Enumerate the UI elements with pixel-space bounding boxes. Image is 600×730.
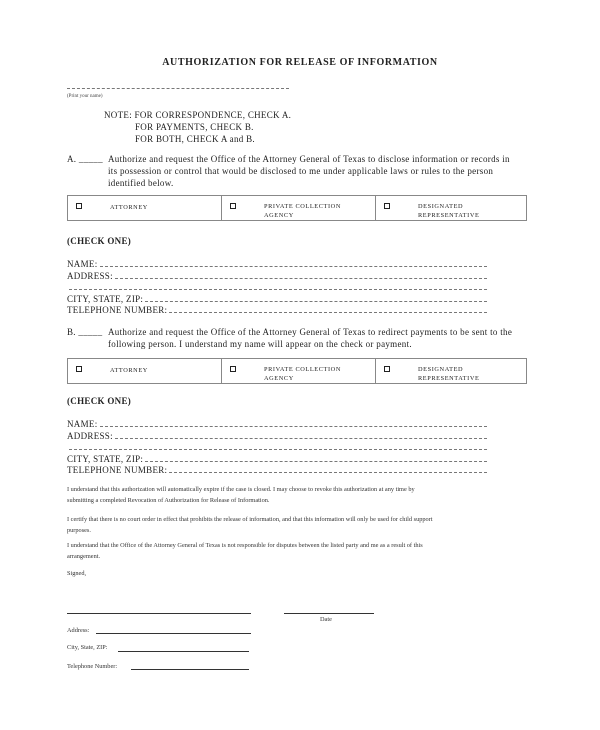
field-row[interactable] [67, 419, 487, 429]
field-row[interactable] [67, 271, 487, 281]
field-row[interactable] [67, 454, 487, 464]
field-row[interactable] [67, 305, 487, 315]
checkbox[interactable] [384, 366, 390, 372]
print-name-line[interactable] [67, 88, 289, 89]
option-label: ATTORNEY [110, 367, 148, 374]
address-line[interactable] [96, 633, 251, 634]
signature-line[interactable] [67, 613, 251, 614]
field-label: ADDRESS: [67, 430, 113, 441]
section-a-prefix[interactable]: A. _____ [67, 154, 103, 164]
note-line-2: FOR PAYMENTS, CHECK B. [135, 122, 254, 132]
section-b-check-one: (CHECK ONE) [67, 396, 132, 406]
field-line[interactable] [115, 271, 487, 279]
section-a-options [67, 195, 527, 221]
field-row[interactable] [67, 259, 487, 269]
option-label: PRIVATE COLLECTION AGENCY [264, 203, 341, 219]
print-name-label: (Print your name) [67, 94, 103, 99]
checkbox[interactable] [230, 203, 236, 209]
checkbox[interactable] [76, 203, 82, 209]
field-line[interactable] [100, 259, 488, 267]
field-label: NAME: [67, 259, 98, 269]
section-b-prefix[interactable]: B. _____ [67, 327, 103, 337]
option-label: PRIVATE COLLECTION AGENCY [264, 366, 341, 382]
field-label: CITY, STATE, ZIP: [67, 453, 144, 464]
field-row[interactable] [67, 442, 487, 450]
section-a-line-2: its possession or control that would be disclosed to me under applicable laws or rules to the person [108, 166, 494, 176]
option-cell [376, 196, 526, 220]
option-label: DESIGNATED REPRESENTATIVE [418, 203, 480, 219]
phone-label: Telephone Number: [67, 663, 118, 670]
field-label: TELEPHONE NUMBER: [67, 465, 168, 476]
field-row[interactable] [67, 465, 487, 475]
phone-line[interactable] [131, 669, 249, 670]
paragraph-disputes-2: arrangement. [67, 553, 101, 560]
field-line[interactable] [69, 282, 487, 290]
field-line[interactable] [169, 305, 487, 313]
city-label: City, State, ZIP: [67, 644, 108, 651]
field-line[interactable] [145, 454, 487, 462]
field-label: CITY, STATE, ZIP: [67, 293, 144, 304]
option-cell [222, 196, 376, 220]
section-b-line-2: following person. I understand my name will appear on the check or payment. [108, 339, 412, 349]
field-label: ADDRESS: [67, 270, 113, 281]
field-label: TELEPHONE NUMBER: [67, 305, 168, 316]
option-cell [68, 196, 222, 220]
field-line[interactable] [169, 465, 487, 473]
checkbox[interactable] [384, 203, 390, 209]
address-label: Address: [67, 627, 90, 634]
field-line[interactable] [115, 431, 487, 439]
checkbox[interactable] [76, 366, 82, 372]
section-b-line-1: Authorize and request the Office of the Attorney General of Texas to redirect payments to be sent to the [108, 327, 513, 337]
paragraph-certify-2: purposes. [67, 527, 91, 534]
checkbox[interactable] [230, 366, 236, 372]
date-label: Date [320, 616, 332, 623]
city-line[interactable] [118, 651, 249, 652]
paragraph-expire-1: I understand that this authorization will automatically expire if the case is closed. I may choose to revoke this authorization at any time by [67, 486, 415, 493]
option-label: ATTORNEY [110, 204, 148, 211]
page-title: AUTHORIZATION FOR RELEASE OF INFORMATION [162, 57, 438, 68]
paragraph-certify-1: I certify that there is no court order in effect that prohibits the release of information, and that this information will only be used for child support [67, 516, 433, 523]
date-line[interactable] [284, 613, 374, 614]
field-line[interactable] [100, 419, 488, 427]
option-label: DESIGNATED REPRESENTATIVE [418, 366, 480, 382]
section-a-line-3: identified below. [108, 178, 174, 188]
field-row[interactable] [67, 282, 487, 290]
option-cell [376, 359, 526, 383]
field-label: NAME: [67, 419, 98, 429]
option-cell [68, 359, 222, 383]
field-row[interactable] [67, 431, 487, 441]
note-line-3: FOR BOTH, CHECK A and B. [135, 134, 255, 144]
section-b-options [67, 358, 527, 384]
section-a-line-1: Authorize and request the Office of the Attorney General of Texas to disclose information or records in [108, 154, 510, 164]
field-row[interactable] [67, 294, 487, 304]
field-line[interactable] [69, 442, 487, 450]
option-cell [222, 359, 376, 383]
paragraph-disputes-1: I understand that the Office of the Attorney General of Texas is not responsible for disputes between the listed party and me as a result of this [67, 542, 423, 549]
signed-label: Signed, [67, 570, 87, 577]
note-line-1: NOTE: FOR CORRESPONDENCE, CHECK A. [104, 110, 292, 120]
field-line[interactable] [145, 294, 487, 302]
section-a-check-one: (CHECK ONE) [67, 236, 132, 246]
paragraph-expire-2: submitting a completed Revocation of Authorization for Release of Information. [67, 497, 270, 504]
